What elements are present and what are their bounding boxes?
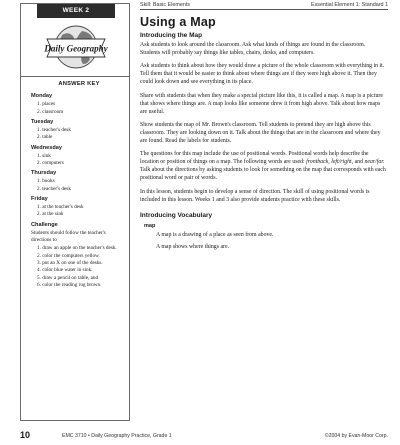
list-item: 2. color the computers yellow. bbox=[37, 252, 100, 259]
sidebar-divider bbox=[21, 76, 129, 77]
list-item: 4. color blue water in sink. bbox=[37, 267, 93, 274]
footer-text: EMC 3710 • Daily Geography Practice, Grade 1 bbox=[62, 433, 172, 439]
copyright: ©2004 by Evan-Moor Corp. bbox=[324, 433, 388, 439]
list-item: 2. table bbox=[37, 134, 53, 141]
list-item: 1. sink bbox=[37, 152, 51, 159]
list-item: 5. draw a pencil on table, and bbox=[37, 274, 99, 281]
vocab-definition: A map shows where things are. bbox=[156, 243, 230, 250]
daily-geography-globe-icon bbox=[27, 19, 125, 77]
answer-key-title: ANSWER KEY bbox=[58, 81, 100, 87]
skill-label: Skill: Basic Elements bbox=[140, 2, 191, 8]
page-title: Using a Map bbox=[140, 15, 216, 29]
paragraph: In this lesson, students begin to develop a sense of direction. The skill of using positional words is included in this lesson. Weeks 1 and 3 also provide students practice with these skills. bbox=[140, 188, 370, 203]
list-item: 1. draw an apple on the teacher's desk. bbox=[37, 245, 117, 252]
positional-words: frontback, left/right, bbox=[306, 159, 354, 166]
list-item: 1. at the teacher's desk bbox=[37, 203, 84, 210]
sidebar-panel bbox=[20, 3, 130, 421]
day-friday bbox=[31, 196, 127, 219]
challenge-section bbox=[31, 222, 127, 290]
paragraph-positional-words bbox=[140, 151, 386, 183]
list-item: 2. computers bbox=[37, 159, 64, 166]
list-item: 2. at the sink bbox=[37, 211, 64, 218]
main-content bbox=[140, 15, 386, 254]
challenge-title: Challenge bbox=[31, 221, 58, 228]
list-item: 2. teacher's desk bbox=[37, 185, 71, 192]
paragraph: Share with students that when they make a special picture like this, it is called a map. A map is a picture that shows where things are. A map looks like someone drew it from high above. Talk about how maps are useful. bbox=[140, 92, 383, 115]
answer-key bbox=[31, 80, 127, 290]
day-wednesday bbox=[31, 145, 127, 168]
text-run: and bbox=[353, 159, 365, 166]
list-item: 1. books bbox=[37, 178, 55, 185]
day-name: Monday bbox=[31, 93, 53, 100]
day-thursday bbox=[31, 170, 127, 193]
logo-wordmark: Daily Geography bbox=[44, 43, 108, 54]
page-footer bbox=[20, 432, 388, 442]
list-item: 2. classroom bbox=[37, 108, 64, 115]
page-header bbox=[140, 2, 388, 10]
list-item: 1. teacher's desk bbox=[37, 126, 71, 133]
day-tuesday bbox=[31, 119, 127, 142]
paragraph: Ask students to think about how they would draw a picture of the whole classroom with everything in it. Tell them that it would be easier to think about where things are if they were high above it. Then they could look down and see everything in its place. bbox=[140, 63, 385, 86]
challenge-intro: Students should follow the teacher's directions to bbox=[31, 229, 106, 243]
text-run: The questions for this map include the use of positional words. Positional words help describe the location or position of things on a map. The following words are used: bbox=[140, 151, 369, 166]
vocab-term: map bbox=[144, 223, 156, 230]
paragraph: Ask students to look around the classroom. Ask what kinds of things are found in the classroom. Students will probably say things like tables, chairs, desks, and computers. bbox=[140, 42, 366, 56]
vocab-definition: A map is a drawing of a place as seen from above. bbox=[156, 232, 274, 239]
text-run: Talk about the directions by asking students to look for something on the map that corresponds with each positional word or pair of words. bbox=[140, 167, 386, 182]
intro-heading: Introducing the Map bbox=[140, 32, 203, 39]
week-tab: WEEK 2 bbox=[37, 4, 115, 18]
page-number: 10 bbox=[20, 430, 31, 440]
day-monday bbox=[31, 93, 127, 116]
day-name: Friday bbox=[31, 195, 48, 202]
standard-label: Essential Element 1: Standard 1 bbox=[310, 2, 388, 8]
list-item: 1. places bbox=[37, 101, 56, 108]
positional-words: near/far. bbox=[364, 159, 385, 166]
vocab-heading: Introducing Vocabulary bbox=[140, 212, 213, 220]
list-item: 3. put an X on one of the desks. bbox=[37, 260, 103, 267]
paragraph: Show students the map of Mr. Brown's classroom. Tell students to pretend they are high above this classroom. They are looking down on it. Talk about the things that are in the classroom and where they are found. Read the labels for students. bbox=[140, 122, 381, 144]
day-name: Wednesday bbox=[31, 144, 62, 151]
day-name: Thursday bbox=[31, 170, 57, 177]
day-name: Tuesday bbox=[31, 118, 54, 125]
list-item: 6. color the reading rug brown. bbox=[37, 282, 102, 289]
